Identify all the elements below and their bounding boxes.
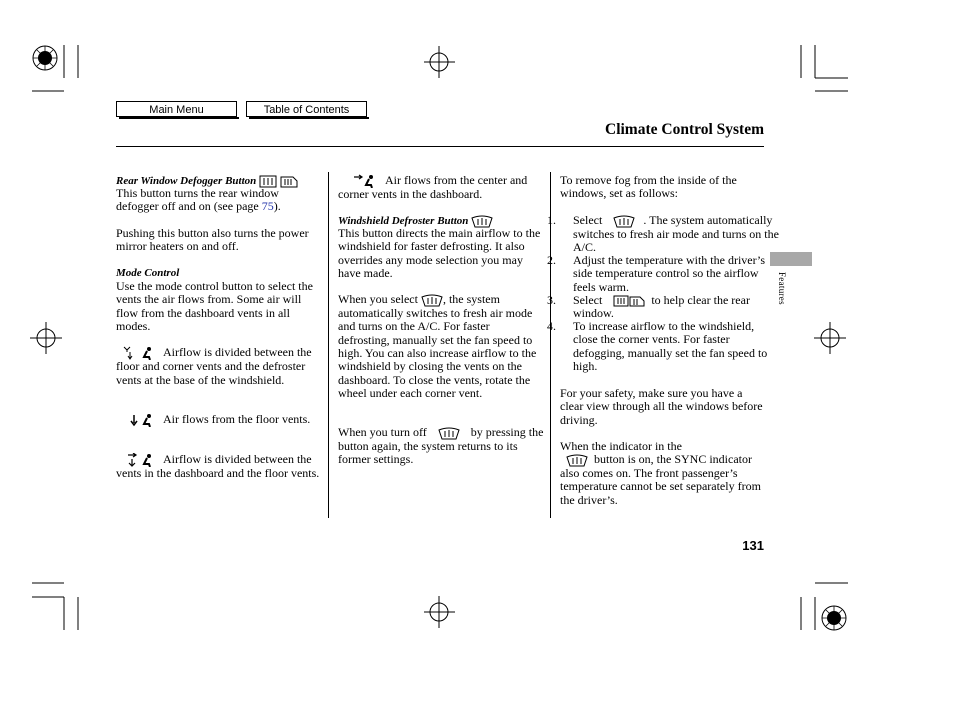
turn-off-defroster-text: by pressing the button again, the system returns to its former settings. bbox=[338, 425, 544, 467]
section-tab-label: Features bbox=[777, 272, 787, 305]
page-number: 131 bbox=[742, 538, 764, 553]
column-divider-1 bbox=[328, 172, 329, 518]
rear-defogger-text: This button turns the rear window defogger off and on (see page bbox=[116, 186, 279, 214]
mode-control-heading: Mode Control bbox=[116, 267, 180, 279]
select-defroster-text: , the system automatically switches to fresh air mode and turns on the A/C. For faster defrosting, manually set the fan speed to high. You can also increase airflow to the windshield by closing the vents on the dashboard. To close the vents, rotate the wheel under each corner vent. bbox=[338, 292, 537, 401]
select-defroster-text-start: When you select bbox=[338, 292, 418, 306]
sync-indicator-text-start: When the indicator in the bbox=[560, 439, 682, 453]
turn-off-defroster-text-start: When you turn off bbox=[338, 425, 427, 439]
mirror-heater-text: Pushing this button also turns the power mirror heaters on and off. bbox=[116, 226, 309, 254]
mirror-heater-icon bbox=[280, 175, 298, 188]
floor-mode-text: Air flows from the floor vents. bbox=[163, 412, 311, 426]
defog-step-3: 3. Select to help clear the rear window. bbox=[547, 293, 750, 321]
floor-defrost-mode-icon bbox=[116, 346, 156, 360]
table-of-contents-button[interactable]: Table of Contents bbox=[246, 101, 367, 117]
bilevel-mode-text: Airflow is divided between the vents in the dashboard and the floor vents. bbox=[116, 452, 320, 481]
page-75-link[interactable]: 75 bbox=[261, 199, 274, 214]
main-menu-button[interactable]: Main Menu bbox=[116, 101, 237, 117]
vent-mode-text: Air flows from the center and corner vents in the dashboard. bbox=[338, 173, 528, 202]
windshield-defroster-text: This button directs the main airflow to the windshield for faster defrosting. It also overrides any mode selection you may have made. bbox=[338, 226, 541, 281]
vent-mode-icon bbox=[338, 174, 378, 188]
defog-step-1: 1. Select . The system automatically switches to fresh air mode and turns on the A/C. bbox=[547, 213, 779, 255]
rear-defogger-heading: Rear Window Defogger Button bbox=[116, 175, 257, 187]
page-title: Climate Control System bbox=[605, 121, 764, 138]
header-rule bbox=[116, 146, 764, 147]
defog-step-2: 2. Adjust the temperature with the driver’s side temperature control so the airflow feels warm. bbox=[547, 253, 766, 294]
floor-mode-icon bbox=[116, 413, 156, 427]
safety-text: For your safety, make sure you have a clear view through all the windows before driving. bbox=[560, 386, 763, 427]
defog-step-4: 4. To increase airflow to the windshield, close the corner vents. For faster defogging, manually set the fan speed to high. bbox=[547, 319, 768, 374]
mode-control-text: Use the mode control button to select the vents the air flows from. Some air will flow from the dashboard vents in all modes. bbox=[116, 279, 313, 334]
sync-indicator-text: button is on, the SYNC indicator also comes on. The front passenger’s temperature cannot be set separately from the driver’s. bbox=[560, 452, 761, 507]
mirror-heater-icon bbox=[629, 295, 645, 307]
bilevel-mode-icon bbox=[116, 453, 156, 467]
windshield-defroster-heading: Windshield Defroster Button bbox=[338, 215, 469, 227]
defog-intro-text: To remove fog from the inside of the windows, set as follows: bbox=[560, 173, 737, 201]
floor-defrost-text: Airflow is divided between the floor and corner vents and the defroster vents at the base of the windshield. bbox=[116, 345, 312, 387]
rear-defogger-text-end: ). bbox=[273, 199, 281, 214]
rear-defogger-icon bbox=[613, 295, 629, 307]
